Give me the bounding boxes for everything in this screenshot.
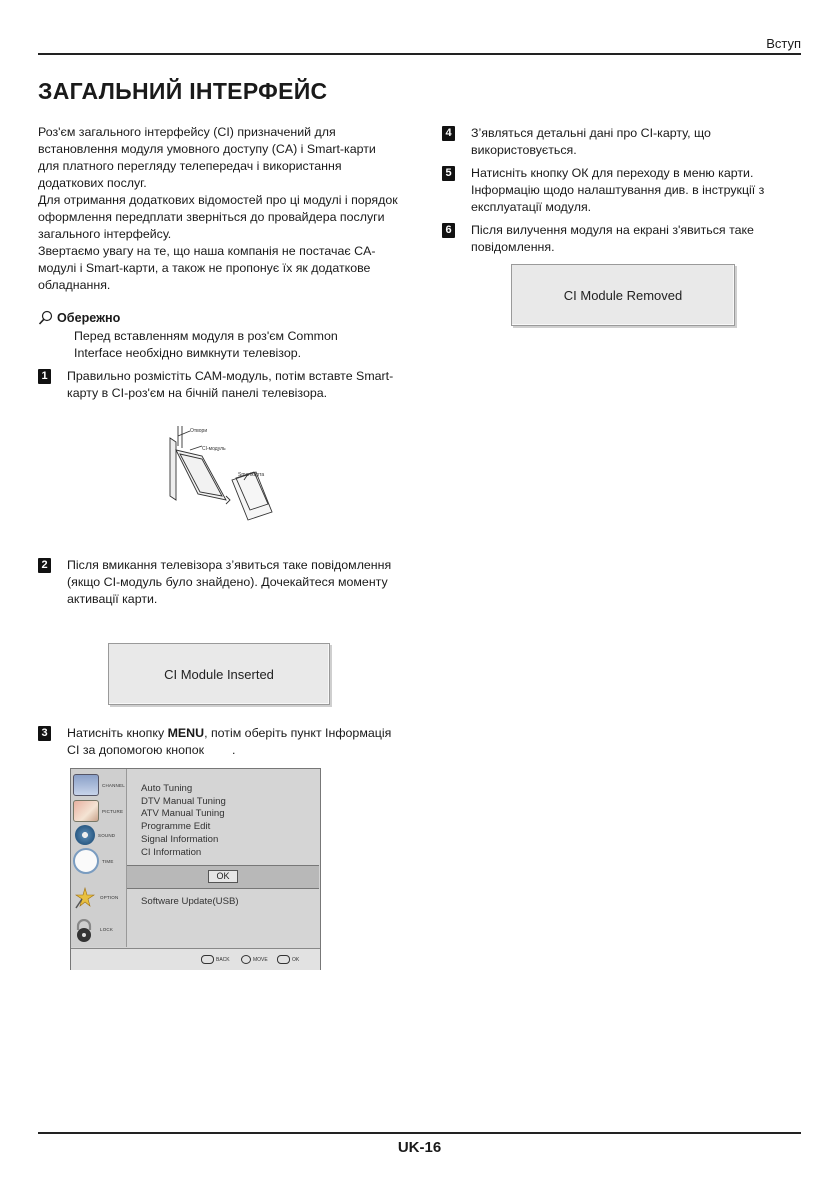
menu-sidebar [71, 769, 127, 947]
step-3 [38, 725, 398, 759]
step-text: Правильно розмістіть САМ-модуль, потім вставте Smart-карту в СІ-роз'єм на бічній панелі телевізора. [67, 369, 394, 400]
ci-module-inserted-message: CI Module Inserted [108, 643, 330, 705]
clock-icon [73, 848, 99, 874]
step-number: 5 [442, 166, 455, 181]
step-2 [38, 557, 398, 608]
step-text: Натисніть кнопку MENU, потім оберіть пункт Інформація CI за допомогою кнопок . [67, 726, 392, 757]
step-text: Після вилучення модуля на екрані з'явиться таке повідомлення. [471, 223, 754, 254]
menu-item-atv-manual-tuning[interactable]: ATV Manual Tuning [141, 808, 225, 820]
caution-title: Обережно [57, 311, 121, 325]
step-number: 3 [38, 726, 51, 741]
sidebar-item-time[interactable]: TIME [73, 849, 125, 873]
menu-item-software-update[interactable]: Software Update(USB) [141, 896, 239, 907]
caution-text: Перед вставленням модуля в роз'єм Common Interface необхідно вимкнути телевізор. [74, 329, 338, 360]
step-number: 2 [38, 558, 51, 573]
menu-item-programme-edit[interactable]: Programme Edit [141, 821, 211, 833]
hint-back: BACK [201, 955, 230, 964]
label-smart-card: Smartкарта [238, 472, 265, 478]
sidebar-item-picture[interactable]: PICTURE [73, 799, 125, 823]
intro-paragraph-2: Для отримання додаткових відомостей про ці модулі і порядок оформлення передплати зверніться до провайдера послуги загального інтерфейсу. [38, 193, 398, 241]
step-4 [442, 125, 807, 159]
step-text: Натисніть кнопку ОК для переходу в меню карти. Інформацію щодо налаштування див. в інструкції з експлуатації модуля. [471, 166, 765, 214]
menu-item-signal-information[interactable]: Signal Information [141, 833, 219, 845]
section-label: Вступ [766, 36, 801, 51]
ok-button-icon [277, 955, 290, 964]
picture-icon [73, 800, 99, 822]
header-rule [38, 53, 801, 55]
menu-item-dtv-manual-tuning[interactable]: DTV Manual Tuning [141, 795, 226, 807]
step-text: Після вмикання телевізора з’явиться таке повідомлення (якщо СІ-модуль було знайдено). Дочекайтеся моменту активації карти. [67, 558, 392, 606]
intro-paragraph-3: Звертаємо увагу на те, що наша компанія не постачає CA-модулі і Smart-карти, а також не пропонує їх як додаткове обладнання. [38, 244, 376, 292]
dpad-icon [241, 955, 251, 964]
step-5 [442, 165, 807, 216]
tv-menu-screenshot [70, 768, 321, 970]
hint-move: MOVE [241, 955, 268, 964]
star-wand-icon [73, 887, 97, 907]
page-title: ЗАГАЛЬНИЙ ІНТЕРФЕЙС [38, 78, 328, 104]
step-number: 1 [38, 369, 51, 384]
menu-item-ci-information[interactable]: CI Information [141, 846, 202, 858]
label-ci-module: CI-модуль [202, 446, 226, 452]
sidebar-item-lock[interactable]: LOCK [73, 917, 125, 941]
label-slots: Отвори [190, 428, 208, 434]
caution-heading [38, 310, 120, 326]
page-number: UK-16 [397, 1139, 442, 1156]
channel-icon [73, 774, 99, 796]
intro-paragraph-1: Роз'єм загального інтерфейсу (СІ) призначений для встановлення модуля умовного доступу (CA) і Smart-карти для платного перегляду телепередач і використання додаткових послуг. [38, 125, 376, 190]
lock-icon [73, 919, 97, 939]
cam-module-illustration [168, 416, 280, 524]
intro-text [38, 124, 398, 294]
ci-module-removed-message: CI Module Removed [511, 264, 735, 326]
step-number: 4 [442, 126, 455, 141]
step-1 [38, 368, 403, 402]
sidebar-item-sound[interactable]: SOUND [73, 823, 125, 847]
menu-button-icon [201, 955, 214, 964]
step-number: 6 [442, 223, 455, 238]
menu-key-label: MENU [167, 726, 205, 740]
menu-item-auto-tuning[interactable]: Auto Tuning [141, 783, 193, 794]
hint-ok: OK [277, 955, 299, 964]
sound-icon [75, 825, 95, 845]
step-6 [442, 222, 807, 256]
menu-ok-button[interactable]: OK [208, 870, 238, 883]
sidebar-item-option[interactable]: OPTION [73, 885, 125, 909]
menu-footer [71, 948, 320, 970]
footer-rule [38, 1132, 801, 1134]
magnifier-icon [38, 310, 54, 326]
sidebar-item-channel[interactable]: CHANNEL [73, 773, 125, 797]
step-text: З’являться детальні дані про СІ-карту, що використовується. [471, 126, 711, 157]
menu-items-list [141, 783, 226, 859]
